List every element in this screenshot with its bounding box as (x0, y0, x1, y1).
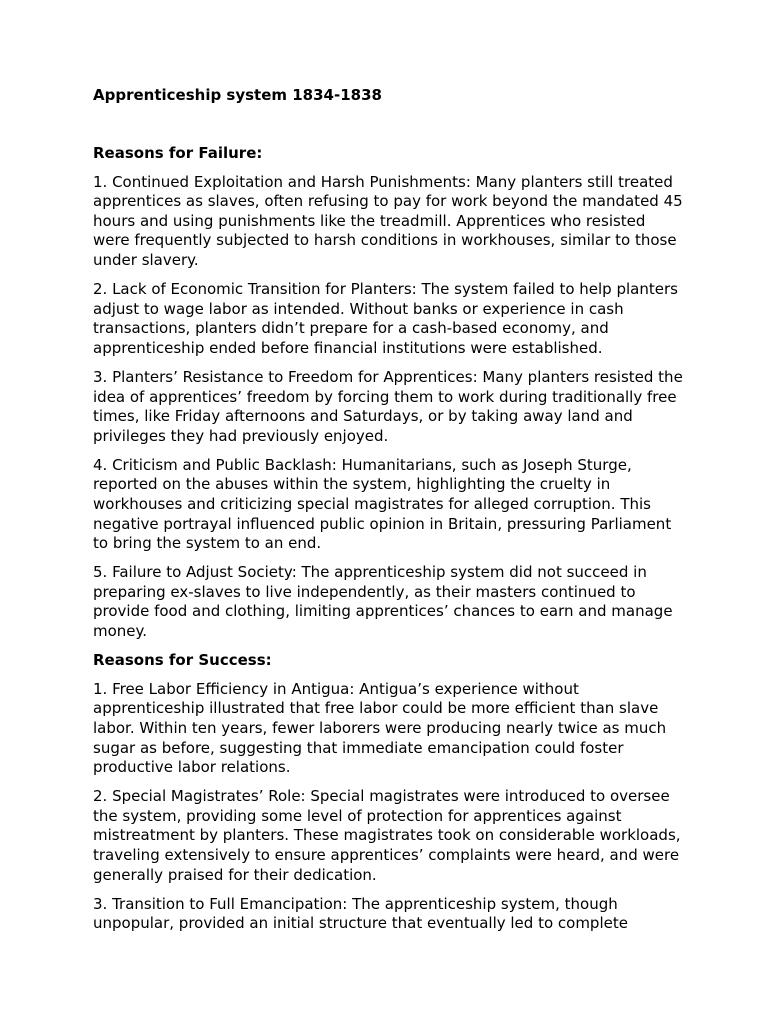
failure-point-3: 3. Planters’ Resistance to Freedom for Apprentices: Many planters resisted the idea of apprentices’ freedom by forcing them to work during traditionally free times, like Friday afternoons and Saturdays, or by taking away land and privileges they had previously enjoyed. (93, 367, 683, 445)
document-page (93, 86, 683, 943)
failure-point-5: 5. Failure to Adjust Society: The apprenticeship system did not succeed in preparing ex-slaves to live independently, as their masters continued to provide food and clothing, limiting apprentices’ chances to earn and manage money. (93, 563, 673, 641)
success-point-1: 1. Free Labor Efficiency in Antigua: Antigua’s experience without apprenticeship illustrated that free labor could be more efficient than slave labor. Within ten years, fewer laborers were producing nearly twice as much sugar as before, suggesting that immediate emancipation could foster productive labor relations. (93, 679, 667, 777)
failure-heading: Reasons for Failure: (93, 144, 263, 162)
document-title: Apprenticeship system 1834-1838 (93, 86, 382, 104)
success-heading: Reasons for Success: (93, 651, 272, 670)
failure-point-2: 2. Lack of Economic Transition for Planters: The system failed to help planters adjust to wage labor as intended. Without banks or experience in cash transactions, planters didn’t prepare for a cash-based economy, and apprenticeship ended before financial institutions were established. (93, 280, 678, 357)
failure-point-1: 1. Continued Exploitation and Harsh Punishments: Many planters still treated apprentices as slaves, often refusing to pay for work beyond the mandated 45 hours and using punishments like the treadmill. Apprentices who resisted were frequently subjected to harsh conditions in workhouses, similar to those under slavery. (93, 172, 683, 269)
success-point-3: 3. Transition to Full Emancipation: The apprenticeship system, though unpopular, provided an initial structure that eventually led to complete (93, 894, 628, 933)
success-point-2: 2. Special Magistrates’ Role: Special magistrates were introduced to oversee the system, providing some level of protection for apprentices against mistreatment by planters. These magistrates took on considerable workloads, traveling extensively to ensure apprentices’ complaints were heard, and were generally praised for their dedication. (93, 787, 681, 884)
failure-point-4: 4. Criticism and Public Backlash: Humanitarians, such as Joseph Sturge, reported on the abuses within the system, highlighting the cruelty in workhouses and criticizing special magistrates for alleged corruption. This negative portrayal influenced public opinion in Britain, pressuring Parliament to bring the system to an end. (93, 455, 672, 553)
